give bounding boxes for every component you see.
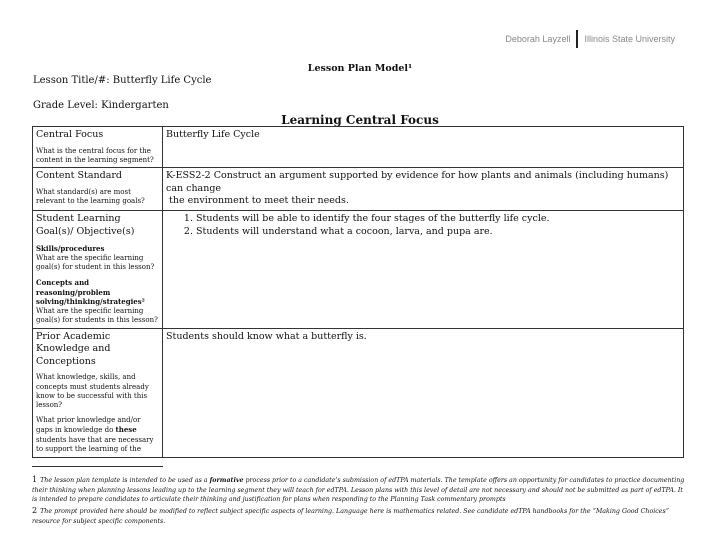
skills-hint: What are the specific learning goal(s) for student in this lesson?: [36, 253, 155, 271]
footnote-1-text-bold: formative: [209, 477, 244, 484]
objectives-label: Student Learning Goal(s)/ Objective(s): [36, 213, 135, 237]
section-title: Learning Central Focus: [281, 113, 439, 127]
concepts-hint: What are the specific learning goal(s) for students in this lesson?: [36, 306, 158, 325]
objectives-label-cell: [33, 211, 163, 329]
footnote-2-text: The prompt provided here should be modified to reflect subject specific aspects of learning. Language here is mathematics related. See candidate edTPA handbooks for the “Making Good Choices” resource for subject specific components.: [32, 508, 669, 525]
objectives-value-cell: [163, 211, 684, 329]
content-standard-value-cell: [163, 168, 684, 211]
header-author: Deborah Layzell: [505, 34, 571, 44]
document-title: Lesson Plan Model¹: [307, 63, 413, 74]
prior-knowledge-value-cell: [163, 328, 684, 457]
prior-knowledge-hint-1: What knowledge, skills, and concepts must students already know to be successful with this lesson?: [36, 373, 149, 410]
central-focus-value: Butterfly Life Cycle: [166, 129, 260, 140]
concepts-heading: Concepts and reasoning/problem solving/thinking/strategies²: [36, 278, 145, 307]
objectives-list: [166, 213, 680, 238]
footnote-1-text-pre: The lesson plan template is intended to be used as a: [40, 477, 210, 484]
table-row-prior-knowledge: [33, 328, 684, 457]
footnote-1-number: 1: [32, 475, 38, 484]
table-row-central-focus: [33, 127, 684, 168]
table-row-content-standard: [33, 168, 684, 211]
footnote-1: [32, 474, 688, 505]
header-separator: [576, 30, 578, 48]
objective-item-1: 1. Students will be able to identify the four stages of the butterfly life cycle.: [196, 213, 680, 226]
prior-knowledge-hint-2-bold: these: [115, 425, 137, 435]
central-focus-label-cell: [33, 127, 163, 168]
prior-knowledge-label: Prior Academic Knowledge and Conceptions: [36, 330, 111, 367]
prior-knowledge-hint-2-pre: What prior knowledge and/or gaps in knowledge do: [36, 415, 141, 435]
footnote-2-number: 2: [32, 506, 38, 515]
content-standard-label-cell: [33, 168, 163, 211]
page-header: [505, 30, 675, 48]
prior-knowledge-value: Students should know what a butterfly is.: [166, 330, 367, 342]
content-standard-hint: What standard(s) are most relevant to the learning goals?: [36, 187, 145, 206]
content-standard-label: Content Standard: [36, 170, 122, 182]
table-row-objectives: [33, 211, 684, 329]
footnote-divider: [32, 466, 163, 467]
prior-knowledge-label-cell: [33, 328, 163, 457]
content-standard-value-line2: the environment to meet their needs.: [166, 195, 349, 207]
content-standard-value-line1: K-ESS2-2 Construct an argument supported by evidence for how plants and animals (including humans) can change: [166, 170, 669, 194]
lesson-plan-table: [32, 126, 684, 458]
footnote-2: [32, 505, 688, 526]
skills-heading: Skills/procedures: [36, 244, 105, 254]
central-focus-label: Central Focus: [36, 129, 104, 140]
prior-knowledge-hint-2-post: students have that are necessary to support the learning of the: [36, 435, 154, 454]
grade-level: Grade Level: Kindergarten: [33, 100, 169, 111]
objective-item-2: 2. Students will understand what a cocoon, larva, and pupa are.: [196, 226, 680, 239]
lesson-title: Lesson Title/#: Butterfly Life Cycle: [33, 75, 212, 86]
central-focus-value-cell: [163, 127, 684, 168]
prior-knowledge-hint-2: [36, 416, 159, 455]
central-focus-hint: What is the central focus for the content in the learning segment?: [36, 146, 154, 164]
header-institution: Illinois State University: [584, 34, 675, 44]
footnote-1-text-post: process prior to a candidate’s submission of edTPA materials. The template offers an opportunity for candidates to practice documenting their thinking when planning lessons leading up to the learning segment they will teach for edTPA. Lesson plans with this level of detail are not necessary and should not be submitted as part of edTPA. It is intended to prepare candidates to articulate their thinking and justification for plans when responding to the Planning Task commentary prompts: [32, 477, 685, 504]
